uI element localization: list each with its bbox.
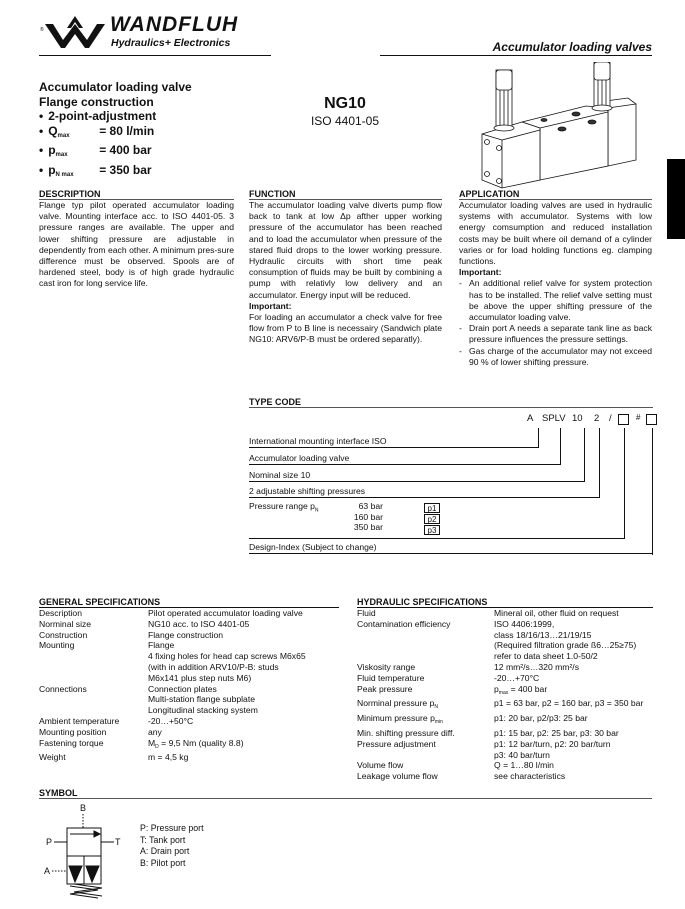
application-important-list bbox=[459, 278, 652, 368]
spec-row: Longitudinal stacking system bbox=[148, 705, 258, 716]
svg-text:B: B bbox=[80, 803, 87, 813]
type-code-string bbox=[249, 412, 653, 428]
legend-item: T: Tank port bbox=[140, 834, 186, 845]
legend-item: B: Pilot port bbox=[140, 857, 186, 868]
application-text: Accumulator loading valves are used in hydraulic systems with accumulator. Systems with low energy comsumption and reduced installation costs may be built where oil demand of a cylinder varies or for load holding functions eg. clamping functions. bbox=[459, 200, 652, 267]
function-important-label: Important: bbox=[249, 300, 292, 311]
type-code-heading: TYPE CODE bbox=[249, 397, 653, 408]
type-code-row: Accumulator loading valve bbox=[249, 452, 560, 465]
type-code-row: Design-Index (Subject to change) bbox=[249, 541, 653, 554]
brand-tagline: Hydraulics+ Electronics bbox=[111, 37, 231, 49]
spec-row: Min. shifting pressure diff. p1: 15 bar, p2: 25 bar, p3: 30 bar bbox=[357, 727, 619, 738]
feature-bullet: • 2-point-adjustment bbox=[39, 109, 157, 123]
spec-row: M6x141 plus step nuts M6) bbox=[148, 672, 252, 683]
feature-bullet: • $p_{max}$ = 400 bar bbox=[39, 143, 152, 158]
spec-row: (Required filtration grade ß6…25≥75) bbox=[494, 640, 637, 651]
spec-row: Multi-station flange subplate bbox=[148, 694, 256, 705]
code-part: SPLV bbox=[542, 413, 566, 424]
header-divider-right bbox=[380, 55, 652, 56]
application-important-label: Important: bbox=[459, 267, 502, 278]
spec-row: Leakage volume flow see characteristics bbox=[357, 771, 566, 782]
symbol-legend bbox=[140, 823, 204, 869]
connector-line bbox=[624, 428, 625, 539]
code-part: / bbox=[609, 413, 612, 424]
category-title: Accumulator loading valves bbox=[492, 40, 652, 54]
function-text: The accumulator loading valve diverts pump flow back to tank at low Δp afther upper working pressure of the accumulator has been reached and to load the accumulator when pressure of the stared fluid drops to the lower working pressure. Hydraulic circuits with short time peak consumption of fluids may be built by combining a pump with relativly low delivery and an accumulator. Energy input will be reduced. bbox=[249, 200, 442, 300]
list-item: - Drain port A needs a separate tank line as back pressure influences the pressure settings. bbox=[459, 323, 652, 345]
nominal-size: NG10 bbox=[324, 95, 366, 112]
pressure-code-box: p2 bbox=[424, 514, 440, 524]
list-item: - An additional relief valve for system protection has to be installed. The relief valve setting must be above the upper shifting pressure of the accumulator loading valve. bbox=[459, 278, 652, 323]
spec-row: refer to data sheet 1.0-50/2 bbox=[494, 651, 598, 662]
code-part: 2 bbox=[594, 413, 600, 424]
description-text: Flange typ pilot operated accumulator loading valve. Mounting interface acc. to ISO 4401-05. 3 pressure ranges are available. The upper and lower shifting pressure are adjustable in dependently from each other. A minimum pres-sure difference must be observed. Spools are of hardened steel, body is of high grade hydraulic cast iron for long service life. bbox=[39, 200, 234, 289]
spec-row: Weight m = 4,5 kg bbox=[39, 752, 189, 763]
connector-line bbox=[599, 428, 600, 498]
code-option-box bbox=[646, 414, 657, 425]
connector-line bbox=[584, 428, 585, 482]
list-item: - Gas charge of the accumulator may not exceed 90 % of lower shifting pressure. bbox=[459, 346, 652, 368]
connector-line bbox=[560, 428, 561, 465]
spec-row: Pressure adjustment p1: 12 bar/turn, p2: 20 bar/turn bbox=[357, 738, 611, 749]
nominal-size-block bbox=[300, 95, 390, 128]
spec-row: (with in addition ARV10/P-B: studs bbox=[148, 661, 279, 672]
application-section bbox=[459, 189, 652, 368]
description-heading: DESCRIPTION bbox=[39, 189, 234, 200]
spec-row: Contamination efficiency ISO 4406:1999, bbox=[357, 618, 555, 629]
connector-line bbox=[652, 428, 653, 555]
type-code-row: Nominal size 10 bbox=[249, 469, 584, 482]
registered-mark: ® bbox=[40, 27, 44, 33]
pressure-range-row: Pressure range $p_N$ 63 bar 160 bar 350 bar bbox=[249, 501, 624, 539]
type-code-section bbox=[249, 397, 653, 408]
spec-row: Fluid temperature -20…+70°C bbox=[357, 672, 540, 683]
spec-row: Construction Flange construction bbox=[39, 629, 223, 640]
spec-row: Minimum pressure $p_{min}$ p1: 20 bar, p2/p3: 25 bar bbox=[357, 713, 588, 726]
product-subtitle: Flange construction bbox=[39, 94, 154, 109]
iso-standard: ISO 4401-05 bbox=[310, 114, 380, 128]
wandfluh-logo-icon bbox=[45, 14, 105, 52]
feature-bullet: • $p_{N max}$ = 350 bar bbox=[39, 162, 152, 178]
connector-line bbox=[538, 428, 539, 448]
description-section bbox=[39, 189, 234, 290]
spec-row: Ambient temperature -20…+50°C bbox=[39, 715, 194, 726]
spec-row: Peak pressure $p_{max} = 400$ bar bbox=[357, 683, 548, 696]
spec-row: Fluid Mineral oil, other fluid on request bbox=[357, 608, 619, 618]
svg-text:T: T bbox=[115, 837, 121, 847]
function-heading: FUNCTION bbox=[249, 189, 442, 200]
symbol-heading: SYMBOL bbox=[39, 788, 652, 799]
spec-row: Viskosity range 12 mm²/s…320 mm²/s bbox=[357, 661, 579, 672]
spec-row: Mounting position any bbox=[39, 726, 162, 737]
code-part: 10 bbox=[572, 413, 583, 424]
general-specifications bbox=[39, 597, 339, 763]
spec-row: Norminal size NG10 acc. to ISO 4401-05 bbox=[39, 618, 250, 629]
hydraulic-specs-heading: HYDRAULIC SPECIFICATIONS bbox=[357, 597, 653, 608]
pressure-code-box: p1 bbox=[424, 503, 440, 513]
function-important-text: For loading an accumulator a check valve for free flow from P to B line is necessairy (Sandwich plate NG10: ARV6/P-B must be ordered separatly). bbox=[249, 312, 442, 345]
spec-row: Mounting Flange bbox=[39, 640, 175, 651]
spec-row: p3: 40 bar/turn bbox=[494, 749, 550, 760]
hydraulic-symbol-icon bbox=[44, 800, 124, 900]
spec-row: 4 fixing holes for head cap screws M6x65 bbox=[148, 651, 306, 662]
code-part: A bbox=[527, 413, 534, 424]
hydraulic-specifications bbox=[357, 597, 653, 782]
legend-item: A: Drain port bbox=[140, 846, 190, 856]
spec-row: Fastening torque $M_D = 9,5$ Nm (quality 8.8) bbox=[39, 737, 244, 750]
code-part: # bbox=[636, 413, 641, 422]
symbol-section bbox=[39, 788, 652, 799]
spec-row: class 18/16/13…21/19/15 bbox=[494, 629, 592, 640]
product-title-block bbox=[39, 80, 192, 182]
brand-name: WANDFLUH bbox=[110, 13, 239, 36]
feature-bullet: • $Q_{max}$ = 80 l/min bbox=[39, 123, 155, 139]
product-title: Accumulator loading valve bbox=[39, 80, 192, 94]
header-divider bbox=[39, 55, 271, 56]
application-heading: APPLICATION bbox=[459, 189, 652, 200]
code-option-box bbox=[618, 414, 629, 425]
page-edge-tab bbox=[667, 159, 685, 239]
function-section bbox=[249, 189, 442, 346]
valve-product-drawing bbox=[478, 62, 658, 190]
spec-row: Description Pilot operated accumulator loading valve bbox=[39, 608, 303, 618]
spec-row: Norminal pressure $p_N$ p1 = 63 bar, p2 = 160 bar, p3 = 350 bar bbox=[357, 698, 644, 711]
svg-text:A: A bbox=[44, 866, 51, 876]
general-specs-heading: GENERAL SPECIFICATIONS bbox=[39, 597, 339, 608]
pressure-code-box: p3 bbox=[424, 525, 440, 535]
legend-item: P: Pressure port bbox=[140, 823, 204, 833]
type-code-row: International mounting interface ISO bbox=[249, 435, 538, 448]
spec-row: Connections Connection plates bbox=[39, 683, 217, 694]
svg-text:P: P bbox=[46, 837, 53, 847]
spec-row: Volume flow Q = 1…80 l/min bbox=[357, 760, 554, 771]
type-code-row: 2 adjustable shifting pressures bbox=[249, 485, 599, 498]
